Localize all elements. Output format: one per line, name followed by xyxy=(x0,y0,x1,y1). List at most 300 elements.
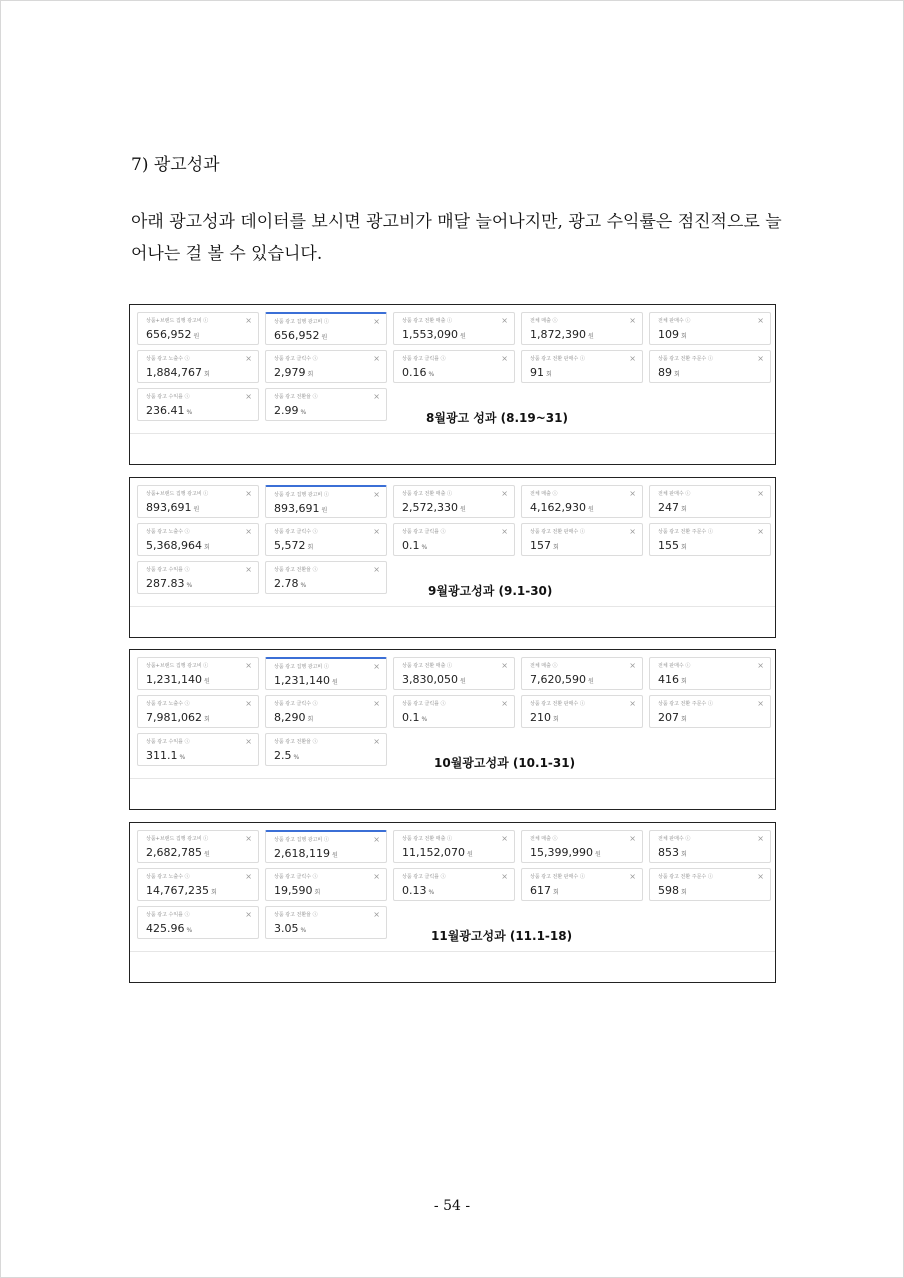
metric-card[interactable] xyxy=(265,906,387,939)
metric-value: 656,952 xyxy=(274,329,320,342)
metric-label: 상품 광고 전환율 ⓘ xyxy=(274,912,318,918)
metric-label: 전체 매출 ⓘ xyxy=(530,836,558,842)
metric-value: 247 xyxy=(658,501,679,514)
metric-value: 598 xyxy=(658,884,679,897)
metric-value: 0.1 xyxy=(402,711,420,724)
metric-value: 155 xyxy=(658,539,679,552)
metric-unit: 원 xyxy=(587,333,594,340)
metric-unit: % xyxy=(186,582,193,589)
metric-value: 311.1 xyxy=(146,749,178,762)
close-icon[interactable]: × xyxy=(245,527,252,536)
metric-value-row xyxy=(530,539,559,552)
metric-card[interactable] xyxy=(265,312,387,345)
close-icon[interactable]: × xyxy=(629,834,636,843)
close-icon[interactable]: × xyxy=(757,527,764,536)
close-icon[interactable]: × xyxy=(245,699,252,708)
metric-card[interactable] xyxy=(137,733,259,766)
metric-label: 전체 판매수 ⓘ xyxy=(658,318,691,324)
metric-label: 상품 광고 수익률 ⓘ xyxy=(146,394,190,400)
metric-value: 2,979 xyxy=(274,366,306,379)
metric-unit: 원 xyxy=(594,851,601,858)
metric-value-row xyxy=(146,711,210,724)
metric-card[interactable] xyxy=(393,485,515,518)
metric-unit: 원 xyxy=(193,506,200,513)
metric-value-row xyxy=(658,673,687,686)
metric-value: 236.41 xyxy=(146,404,185,417)
metric-card[interactable] xyxy=(265,830,387,863)
metric-card[interactable] xyxy=(521,695,643,728)
metric-value-row xyxy=(402,366,434,379)
panel-divider xyxy=(130,951,775,952)
metric-value-row xyxy=(274,539,313,552)
metric-value-row xyxy=(146,884,217,897)
close-icon[interactable]: × xyxy=(629,699,636,708)
metric-unit: % xyxy=(421,544,428,551)
metric-label: 상품 광고 집행 광고비 ⓘ xyxy=(274,492,329,498)
metric-unit: % xyxy=(428,889,435,896)
close-icon[interactable]: × xyxy=(757,872,764,881)
metric-card[interactable] xyxy=(137,906,259,939)
close-icon[interactable]: × xyxy=(373,835,380,844)
metric-label: 상품 광고 클릭률 ⓘ xyxy=(402,701,446,707)
close-icon[interactable]: × xyxy=(245,872,252,881)
metric-value-row xyxy=(146,328,199,341)
metric-unit: 원 xyxy=(459,333,466,340)
metric-label: 상품 광고 전환율 ⓘ xyxy=(274,567,318,573)
metric-value-row xyxy=(146,846,210,859)
metric-unit: % xyxy=(186,927,193,934)
metric-label: 상품 광고 전환 매출 ⓘ xyxy=(402,836,452,842)
metric-label: 전체 판매수 ⓘ xyxy=(658,836,691,842)
metric-unit: % xyxy=(186,409,193,416)
metric-value-row xyxy=(530,366,552,379)
metric-card[interactable] xyxy=(265,733,387,766)
close-icon[interactable]: × xyxy=(629,527,636,536)
metric-card[interactable] xyxy=(137,695,259,728)
metric-value-row xyxy=(274,404,306,417)
close-icon[interactable]: × xyxy=(373,354,380,363)
metric-unit: 원 xyxy=(321,334,328,341)
metric-value: 416 xyxy=(658,673,679,686)
metric-value-row xyxy=(530,328,594,341)
close-icon[interactable]: × xyxy=(245,737,252,746)
metric-label: 상품 광고 노출수 ⓘ xyxy=(146,701,190,707)
close-icon[interactable]: × xyxy=(373,662,380,671)
close-icon[interactable]: × xyxy=(757,316,764,325)
close-icon[interactable]: × xyxy=(373,527,380,536)
metric-value: 287.83 xyxy=(146,577,185,590)
metric-label: 상품 광고 전환 매출 ⓘ xyxy=(402,318,452,324)
metric-card[interactable] xyxy=(393,868,515,901)
metric-value: 617 xyxy=(530,884,551,897)
metric-value: 1,231,140 xyxy=(274,674,330,687)
metric-value-row xyxy=(402,539,427,552)
close-icon[interactable]: × xyxy=(501,316,508,325)
metric-value: 7,620,590 xyxy=(530,673,586,686)
metric-label: 상품 광고 전환 주문수 ⓘ xyxy=(658,356,713,362)
metric-value: 0.1 xyxy=(402,539,420,552)
close-icon[interactable]: × xyxy=(373,392,380,401)
metric-unit: 회 xyxy=(203,716,210,723)
metric-label: 전체 매출 ⓘ xyxy=(530,663,558,669)
close-icon[interactable]: × xyxy=(245,565,252,574)
metric-value-row xyxy=(402,711,427,724)
metric-value-row xyxy=(274,922,306,935)
close-icon[interactable]: × xyxy=(629,354,636,363)
close-icon[interactable]: × xyxy=(757,354,764,363)
metric-card[interactable] xyxy=(393,657,515,690)
metric-card[interactable] xyxy=(393,695,515,728)
metric-value-row xyxy=(402,673,466,686)
metric-value: 2,572,330 xyxy=(402,501,458,514)
metric-value: 1,872,390 xyxy=(530,328,586,341)
close-icon[interactable]: × xyxy=(373,317,380,326)
metric-card[interactable] xyxy=(649,350,771,383)
metric-value: 207 xyxy=(658,711,679,724)
metric-card[interactable] xyxy=(649,523,771,556)
metric-value: 15,399,990 xyxy=(530,846,593,859)
close-icon[interactable]: × xyxy=(629,316,636,325)
metric-label: 상품 광고 전환 판매수 ⓘ xyxy=(530,529,585,535)
metric-value-row xyxy=(146,577,192,590)
metric-unit: 회 xyxy=(210,889,217,896)
close-icon[interactable]: × xyxy=(245,392,252,401)
metric-card[interactable] xyxy=(137,657,259,690)
metric-label: 상품 광고 전환 판매수 ⓘ xyxy=(530,874,585,880)
ad-performance-panel xyxy=(129,477,776,638)
metric-value-row xyxy=(274,329,327,342)
metric-value: 11,152,070 xyxy=(402,846,465,859)
close-icon[interactable]: × xyxy=(245,316,252,325)
metric-unit: 원 xyxy=(203,851,210,858)
metric-value: 5,368,964 xyxy=(146,539,202,552)
close-icon[interactable]: × xyxy=(373,490,380,499)
metric-card[interactable] xyxy=(521,350,643,383)
metric-value-row xyxy=(658,366,680,379)
metric-value-row xyxy=(530,884,559,897)
metric-value-row xyxy=(658,884,687,897)
metric-unit: 원 xyxy=(331,852,338,859)
metric-card[interactable] xyxy=(521,312,643,345)
close-icon[interactable]: × xyxy=(373,910,380,919)
metric-label: 상품 광고 수익률 ⓘ xyxy=(146,567,190,573)
metric-card[interactable] xyxy=(137,388,259,421)
metric-card[interactable] xyxy=(649,868,771,901)
metric-unit: % xyxy=(179,754,186,761)
metric-unit: 원 xyxy=(587,506,594,513)
metric-value: 2,682,785 xyxy=(146,846,202,859)
metric-value: 3,830,050 xyxy=(402,673,458,686)
metric-value-row xyxy=(274,366,313,379)
metric-value-row xyxy=(402,328,466,341)
close-icon[interactable]: × xyxy=(629,872,636,881)
metric-label: 상품 광고 노출수 ⓘ xyxy=(146,874,190,880)
metric-value-row xyxy=(530,501,594,514)
metric-card[interactable] xyxy=(265,485,387,518)
section-heading: 7) 광고성과 xyxy=(131,155,220,175)
metric-value-row xyxy=(274,577,306,590)
metric-card[interactable] xyxy=(521,868,643,901)
close-icon[interactable]: × xyxy=(501,699,508,708)
metric-value-row xyxy=(146,501,199,514)
metric-card[interactable] xyxy=(521,657,643,690)
metric-unit: 회 xyxy=(203,544,210,551)
metric-label: 상품+브랜드 집행 광고비 ⓘ xyxy=(146,318,209,324)
metric-value-row xyxy=(146,366,210,379)
metric-card[interactable] xyxy=(649,695,771,728)
metric-unit: 회 xyxy=(203,371,210,378)
close-icon[interactable]: × xyxy=(245,489,252,498)
metric-unit: 회 xyxy=(681,851,687,858)
metric-label: 상품 광고 클릭수 ⓘ xyxy=(274,529,318,535)
metric-card[interactable] xyxy=(265,561,387,594)
close-icon[interactable]: × xyxy=(629,489,636,498)
metric-unit: 회 xyxy=(307,371,314,378)
metric-unit: 회 xyxy=(553,889,559,896)
metric-label: 상품 광고 전환 매출 ⓘ xyxy=(402,663,452,669)
metric-card[interactable] xyxy=(649,657,771,690)
metric-card[interactable] xyxy=(521,523,643,556)
ad-performance-panel xyxy=(129,649,776,810)
metric-unit: 회 xyxy=(681,889,687,896)
metric-label: 상품 광고 집행 광고비 ⓘ xyxy=(274,664,329,670)
metric-unit: 원 xyxy=(203,678,210,685)
metric-value-row xyxy=(402,846,473,859)
metric-value: 893,691 xyxy=(146,501,192,514)
metric-value-row xyxy=(274,847,338,860)
metric-value: 2.5 xyxy=(274,749,292,762)
metric-value: 19,590 xyxy=(274,884,313,897)
metric-label: 상품 광고 노출수 ⓘ xyxy=(146,529,190,535)
metric-value-row xyxy=(658,711,687,724)
metric-value-row xyxy=(402,884,434,897)
metric-unit: 회 xyxy=(681,678,687,685)
metric-unit: % xyxy=(421,716,428,723)
metric-value: 210 xyxy=(530,711,551,724)
metric-card[interactable] xyxy=(265,350,387,383)
metric-value: 2.78 xyxy=(274,577,299,590)
metric-value-row xyxy=(530,673,594,686)
metric-card[interactable] xyxy=(265,695,387,728)
metric-unit: 회 xyxy=(553,544,559,551)
metric-value-row xyxy=(146,922,192,935)
metric-unit: 회 xyxy=(681,716,687,723)
close-icon[interactable]: × xyxy=(245,354,252,363)
metric-card[interactable] xyxy=(265,657,387,690)
metric-value-row xyxy=(274,711,313,724)
metric-value-row xyxy=(274,502,327,515)
metric-label: 상품 광고 노출수 ⓘ xyxy=(146,356,190,362)
metric-label: 상품 광고 전환 판매수 ⓘ xyxy=(530,701,585,707)
metric-card[interactable] xyxy=(521,485,643,518)
metric-value-row xyxy=(658,501,687,514)
metric-label: 상품 광고 클릭수 ⓘ xyxy=(274,356,318,362)
metric-value-row xyxy=(146,749,185,762)
metric-value: 5,572 xyxy=(274,539,306,552)
metric-unit: 원 xyxy=(587,678,594,685)
metric-value-row xyxy=(658,846,687,859)
metric-label: 상품 광고 클릭률 ⓘ xyxy=(402,874,446,880)
metric-unit: % xyxy=(300,927,307,934)
close-icon[interactable]: × xyxy=(373,565,380,574)
metric-label: 상품 광고 집행 광고비 ⓘ xyxy=(274,319,329,325)
metric-unit: 원 xyxy=(331,679,338,686)
metric-unit: 회 xyxy=(674,371,680,378)
metric-value-row xyxy=(146,673,210,686)
metric-unit: % xyxy=(300,409,307,416)
panel-divider xyxy=(130,778,775,779)
metric-label: 상품 광고 클릭수 ⓘ xyxy=(274,701,318,707)
metric-unit: 원 xyxy=(459,678,466,685)
metric-label: 상품 광고 전환 주문수 ⓘ xyxy=(658,701,713,707)
metric-label: 전체 판매수 ⓘ xyxy=(658,491,691,497)
metric-card[interactable] xyxy=(137,312,259,345)
panel-divider xyxy=(130,433,775,434)
metric-label: 상품 광고 전환율 ⓘ xyxy=(274,394,318,400)
panel-divider xyxy=(130,606,775,607)
metric-value: 8,290 xyxy=(274,711,306,724)
close-icon[interactable]: × xyxy=(757,834,764,843)
metric-unit: 회 xyxy=(681,333,687,340)
close-icon[interactable]: × xyxy=(245,834,252,843)
metric-label: 상품 광고 수익률 ⓘ xyxy=(146,912,190,918)
close-icon[interactable]: × xyxy=(629,661,636,670)
metric-value: 89 xyxy=(658,366,672,379)
metric-unit: 회 xyxy=(307,544,314,551)
metric-label: 상품+브랜드 집행 광고비 ⓘ xyxy=(146,491,209,497)
metric-card[interactable] xyxy=(137,868,259,901)
metric-unit: 회 xyxy=(314,889,321,896)
metric-label: 상품 광고 클릭수 ⓘ xyxy=(274,874,318,880)
metric-value: 853 xyxy=(658,846,679,859)
metric-unit: 회 xyxy=(307,716,314,723)
metric-card[interactable] xyxy=(649,830,771,863)
close-icon[interactable]: × xyxy=(757,489,764,498)
metric-card[interactable] xyxy=(137,485,259,518)
metric-unit: 원 xyxy=(466,851,473,858)
metric-value-row xyxy=(146,404,192,417)
metric-unit: 회 xyxy=(681,506,687,513)
close-icon[interactable]: × xyxy=(501,527,508,536)
metric-value: 0.13 xyxy=(402,884,427,897)
metric-label: 상품 광고 클릭률 ⓘ xyxy=(402,529,446,535)
metric-value-row xyxy=(274,749,299,762)
metric-label: 상품 광고 전환 판매수 ⓘ xyxy=(530,356,585,362)
metric-label: 전체 판매수 ⓘ xyxy=(658,663,691,669)
metric-card[interactable] xyxy=(137,523,259,556)
metric-value: 2.99 xyxy=(274,404,299,417)
metric-card[interactable] xyxy=(521,830,643,863)
close-icon[interactable]: × xyxy=(501,489,508,498)
close-icon[interactable]: × xyxy=(373,872,380,881)
panel-caption: 10월광고성과 (10.1-31) xyxy=(434,756,576,770)
close-icon[interactable]: × xyxy=(501,354,508,363)
metric-label: 전체 매출 ⓘ xyxy=(530,318,558,324)
metric-value: 1,884,767 xyxy=(146,366,202,379)
metric-value-row xyxy=(530,846,601,859)
metric-unit: 회 xyxy=(546,371,552,378)
metric-label: 상품 광고 수익률 ⓘ xyxy=(146,739,190,745)
metric-unit: 원 xyxy=(321,507,328,514)
metric-label: 상품 광고 전환 주문수 ⓘ xyxy=(658,529,713,535)
metric-value: 157 xyxy=(530,539,551,552)
metric-card[interactable] xyxy=(137,561,259,594)
close-icon[interactable]: × xyxy=(501,661,508,670)
close-icon[interactable]: × xyxy=(501,834,508,843)
ad-performance-panel xyxy=(129,304,776,465)
intro-paragraph: 아래 광고성과 데이터를 보시면 광고비가 매달 늘어나지만, 광고 수익률은 점진적으로 늘어나는 걸 볼 수 있습니다. xyxy=(131,212,782,264)
metric-value: 4,162,930 xyxy=(530,501,586,514)
metric-unit: % xyxy=(428,371,435,378)
metric-value-row xyxy=(274,674,338,687)
panel-caption: 9월광고성과 (9.1-30) xyxy=(428,584,553,598)
metric-card[interactable] xyxy=(265,523,387,556)
metric-label: 상품 광고 클릭률 ⓘ xyxy=(402,356,446,362)
metric-value-row xyxy=(402,501,466,514)
metric-label: 상품 광고 전환 매출 ⓘ xyxy=(402,491,452,497)
metric-card[interactable] xyxy=(393,312,515,345)
metric-value: 425.96 xyxy=(146,922,185,935)
metric-card[interactable] xyxy=(393,523,515,556)
metric-card[interactable] xyxy=(137,350,259,383)
metric-value: 1,553,090 xyxy=(402,328,458,341)
close-icon[interactable]: × xyxy=(757,699,764,708)
metric-label: 상품 광고 집행 광고비 ⓘ xyxy=(274,837,329,843)
metric-card[interactable] xyxy=(393,350,515,383)
metric-value: 14,767,235 xyxy=(146,884,209,897)
metric-unit: 원 xyxy=(459,506,466,513)
metric-value: 2,618,119 xyxy=(274,847,330,860)
metric-value: 656,952 xyxy=(146,328,192,341)
metric-value: 109 xyxy=(658,328,679,341)
metric-value-row xyxy=(530,711,559,724)
ad-performance-panel xyxy=(129,822,776,983)
metric-label: 전체 매출 ⓘ xyxy=(530,491,558,497)
panel-caption: 8월광고 성과 (8.19~31) xyxy=(426,411,568,425)
page-number: - 54 - xyxy=(433,1198,471,1214)
metric-value: 91 xyxy=(530,366,544,379)
metric-card[interactable] xyxy=(649,485,771,518)
close-icon[interactable]: × xyxy=(501,872,508,881)
close-icon[interactable]: × xyxy=(245,661,252,670)
metric-value-row xyxy=(658,539,687,552)
metric-card[interactable] xyxy=(649,312,771,345)
close-icon[interactable]: × xyxy=(373,737,380,746)
close-icon[interactable]: × xyxy=(757,661,764,670)
metric-label: 상품 광고 전환율 ⓘ xyxy=(274,739,318,745)
metric-label: 상품 광고 전환 주문수 ⓘ xyxy=(658,874,713,880)
metric-label: 상품+브랜드 집행 광고비 ⓘ xyxy=(146,663,209,669)
close-icon[interactable]: × xyxy=(373,699,380,708)
metric-card[interactable] xyxy=(393,830,515,863)
metric-value: 1,231,140 xyxy=(146,673,202,686)
metric-label: 상품+브랜드 집행 광고비 ⓘ xyxy=(146,836,209,842)
panel-caption: 11월광고성과 (11.1-18) xyxy=(431,929,573,943)
metric-unit: % xyxy=(293,754,300,761)
metric-card[interactable] xyxy=(137,830,259,863)
metric-unit: 회 xyxy=(553,716,559,723)
metric-value: 3.05 xyxy=(274,922,299,935)
metric-value-row xyxy=(658,328,687,341)
metric-value-row xyxy=(274,884,320,897)
metric-unit: 회 xyxy=(681,544,687,551)
close-icon[interactable]: × xyxy=(245,910,252,919)
metric-card[interactable] xyxy=(265,868,387,901)
metric-value: 893,691 xyxy=(274,502,320,515)
metric-value: 7,981,062 xyxy=(146,711,202,724)
metric-card[interactable] xyxy=(265,388,387,421)
metric-unit: % xyxy=(300,582,307,589)
